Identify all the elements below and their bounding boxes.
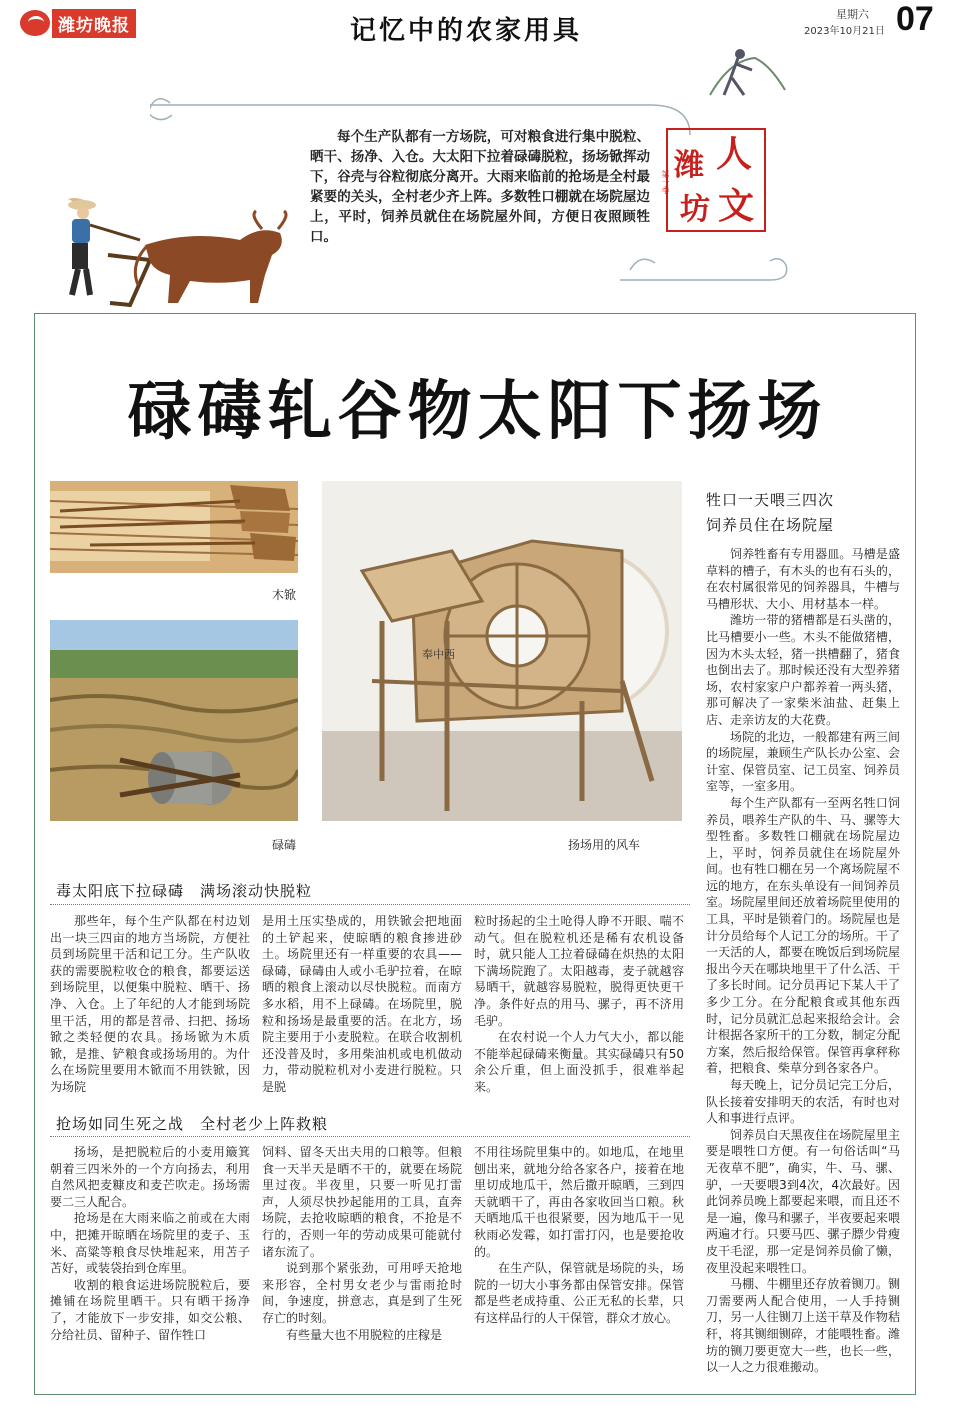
section2-paragraph: 收割的粮食运进场院脱粒后，要摊铺在场院里晒干。只有晒干扬净了，才能放下一步安排，如交公粮、分给社员、留种子、留作牲口 — [50, 1277, 250, 1342]
section2-paragraph: 说到那个紧张劲，可用呼天抢地来形容，全村男女老少与雷雨抢时间，争速度，拼意志，真是到了生死存亡的时刻。 — [262, 1261, 462, 1325]
stone-roller-photo — [50, 620, 298, 821]
seal-small-text: 第一季 — [661, 170, 670, 194]
seal-char-fang: 坊 — [680, 192, 710, 227]
section2-paragraph: 在生产队，保管就是场院的头，场院的一切大小事务都由保管安排。保管都是些老成持重、公正无私的长辈，只有这样品行的人干保管，群众才放心。 — [474, 1261, 684, 1325]
logo-icon — [20, 10, 50, 36]
section2-col2 — [262, 1144, 462, 1343]
section2-paragraph: 不用往场院里集中的。如地瓜，在地里刨出来，就地分给各家各户，接着在地里切成地瓜干，然后撒开晾晒，三到四天就晒干了，再由各家收回当口粮。秋天晒地瓜干也很紧要，因为地瓜干一见秋雨必发霉，如打雷打闪，也是要抢收的。 — [474, 1145, 684, 1259]
section2-paragraph: 饲料、留冬天出夫用的口粮等。但粮食一天半天是晒不干的，就要在场院里过夜。半夜里，只要一听见打雷声，人须尽快抄起能用的工具，直奔场院，去抢收晾晒的粮食，不抢是不行的，否则一年的劳动成果可能就付诸东流了。 — [262, 1145, 462, 1259]
column-seal — [660, 120, 770, 238]
section3-title-line2: 饲养员住在场院屋 — [706, 516, 835, 534]
caption-roller: 碌碡 — [272, 838, 297, 852]
intro-paragraph: 每个生产队都有一方场院，可对粮食进行集中脱粒、晒干、扬净、入仓。大太阳下拉着碌碡脱粒，扬场锨挥动下，谷壳与谷粒彻底分离开。大雨来临前的抢场是全村最紧要的关头，全村老少齐上阵。多数牲口棚就在场院屋边上，平时，饲养员就住在场院屋外间，方便日夜照顾牲口。 — [310, 129, 650, 245]
section2-paragraph: 扬场，是把脱粒后的小麦用簸箕朝着三四米外的一个方向扬去，利用自然风把麦糠皮和麦芒吹走。扬场需要二三人配合。 — [50, 1145, 250, 1209]
section1-col2 — [262, 913, 462, 1096]
section3-paragraph: 每个生产队都有一至两名牲口饲养员，喂养生产队的牛、马、骡等大型牲畜。多数牲口棚就在场院屋边上，平时，饲养员就住在场院屋外间。也有牲口棚在另一个离场院屋不远的地方，在东头单设有一间饲养员室。场院屋里间还放着场院里使用的工具，平时是锁着门的。场院屋也是计分员给每个人记工分的场所。干了一天活的人，都要在晚饭后到场院屋报出今天在哪块地里干了什么活、干了多长时间。记分员再记下某人干了多少工分。在分配粮食或其他东西时，记分员就汇总起来报给会计。会计根据各家所干的工分数，制定分配方案，然后报给保管。保管再拿秤称着，把粮食、柴草分到各家各户。 — [706, 795, 900, 1076]
section1-divider — [50, 904, 690, 905]
seal-char-wen: 文 — [718, 186, 755, 227]
section3-paragraph: 每天晚上，记分员记完工分后，队长接着安排明天的农活，有时也对人和事进行点评。 — [706, 1078, 900, 1126]
section2-paragraph: 有些量大也不用脱粒的庄稼是 — [286, 1327, 443, 1342]
section3-paragraph: 马棚、牛棚里还存放着铡刀。铡刀需要两人配合使用，一人手持铡刀，另一人往铡刀上送干草及作物秸秆，将其铡细铡碎，才能喂牲畜。潍坊的铡刀要更宽大一些，也长一些，以一人之力很难搬动。 — [706, 1277, 900, 1375]
section1-paragraph: 粒时扬起的尘土呛得人睁不开眼、喘不动气。但在脱粒机还是稀有农机设备时，就只能人工拉着碌碡在炽热的太阳下满场院跑了。太阳越毒，麦子就越容易晒干，就越容易脱粒，脱得更快更干净。条件好点的用马、骡子，再不济用毛驴。 — [474, 914, 684, 1028]
section3-paragraph: 饲养牲畜有专用器皿。马槽是盛草料的槽子，有木头的也有石头的，在农村属很常见的饲养器具，牛槽与马槽形状、大小、用材基本一样。 — [706, 547, 900, 611]
section3-paragraph: 饲养员白天黑夜住在场院屋里主要是喂牲口方便。有一句俗话叫“马无夜草不肥”，确实，牛、马、骡、驴，一天要喂3到4次，4次最好。因此饲养员晚上都要起来喂，而且还不是一遍，像马和骡子，半夜要起来喂两遍才行。只要马匹、骡子膘少骨瘦皮干毛涩，那一定是饲养员偷了懒，夜里没起来喂牲口。 — [706, 1127, 900, 1275]
winnowing-fan-photo — [322, 481, 682, 821]
fan-inscription: 奉中西 — [422, 648, 455, 661]
logo-text: 潍坊晚报 — [52, 9, 136, 38]
farmer-silhouette-icon — [700, 40, 790, 100]
section2-col1 — [50, 1144, 250, 1343]
section3-paragraph: 潍坊一带的猪槽都是石头凿的，比马槽要小一些。木头不能做猪槽，因为木头太轻，猪一拱槽翻了，猪食也倒出去了。那时候还没有大型养猪场，农村家家户户都养着一两头猪，那可解决了一家柴米油盐、赶集上店、走亲访友的大花费。 — [706, 613, 900, 727]
issue-date: 2023年10月21日 — [804, 26, 885, 37]
weekday: 星期六 — [836, 8, 869, 21]
section2-title: 抢场如同生死之战 全村老少上阵救粮 — [56, 1115, 329, 1133]
farmer-ox-illustration — [50, 185, 300, 315]
section2-paragraph: 抢场是在大雨来临之前或在大雨中，把摊开晾晒在场院里的麦子、玉米、高粱等粮食尽快堆起来，用苫子苫好，或装袋抬到仓库里。 — [50, 1211, 250, 1276]
caption-shovel: 木锨 — [272, 588, 297, 602]
seal-char-ren: 人 — [716, 134, 753, 175]
page-title: 记忆中的农家用具 — [350, 16, 583, 46]
section3-body — [706, 546, 900, 1376]
section1-paragraph: 那些年，每个生产队都在村边划出一块三四亩的地方当场院，方便社员到场院里干活和记工分。生产队收获的需要脱粒收仓的粮食，都要运送到场院里，以便集中脱粒、晒干、扬净、入仓。上了年纪的人才能到场院里干活，用的都是苕帚、扫把、扬场锨之类轻便的农具。扬场锨为木质锨，是推、铲粮食或扬场用的。为什么在场院里要用木锨而不用铁锨，因为场院 — [50, 914, 250, 1094]
headline: 碌碡轧谷物太阳下扬场 — [127, 375, 828, 449]
section3-paragraph: 场院的北边，一般都建有两三间的场院屋，兼顾生产队长办公室、会计室、保管员室、记工员室、饲养员室等，一室多用。 — [706, 729, 900, 794]
section3-title-line1: 牲口一天喂三四次 — [706, 491, 835, 509]
section2-col3 — [474, 1144, 684, 1327]
section1-paragraph: 在农村说一个人力气大小，都以能不能举起碌碡来衡量。其实碌碡只有50余公斤重，但上面没抓手，很难举起来。 — [474, 1030, 684, 1094]
section1-paragraph: 是用土压实垫成的，用铁锨会把地面的土铲起来，使晾晒的粮食掺进砂土。场院里还有一样重要的农具——碌碡，碌碡由人或小毛驴拉着，在晾晒的粮食上滚动以尽快脱粒。而南方多水稻，用不上碌碡。在场院里，脱粒和扬场是最重要的活。在北方，场院主要用于小麦脱粒。在联合收割机还没普及时，多用柴油机或电机做动力，带动脱粒机对小麦进行脱粒。只是脱 — [262, 914, 462, 1094]
section1-title: 毒太阳底下拉碌碡 满场滚动快脱粒 — [56, 882, 313, 900]
section2-divider — [50, 1136, 690, 1137]
seal-char-wei: 潍 — [674, 148, 704, 183]
section1-col3 — [474, 913, 684, 1096]
caption-fan: 扬场用的风车 — [568, 838, 641, 852]
section1-col1 — [50, 913, 250, 1096]
page-number: 07 — [896, 0, 934, 38]
newspaper-logo — [20, 8, 136, 38]
wooden-shovel-photo — [50, 481, 298, 573]
